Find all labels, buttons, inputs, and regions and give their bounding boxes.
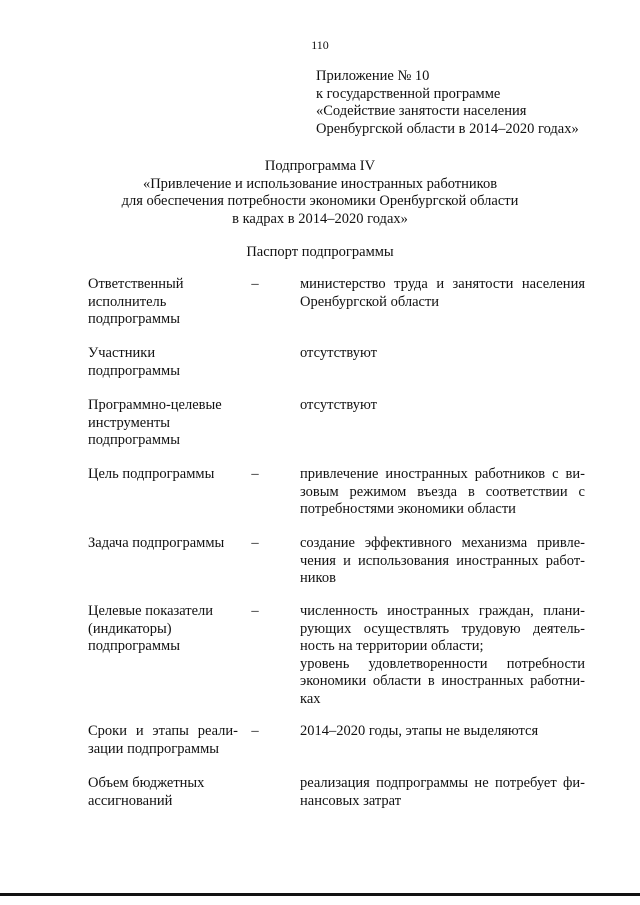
row-label (88, 723, 238, 758)
row-value-line: рующих осуществлять трудовую деятель- (300, 620, 585, 637)
row-value (300, 603, 585, 708)
row-label (88, 345, 238, 380)
row-label (88, 397, 238, 450)
row-value-line: экономики области в иностранных работни- (300, 673, 585, 689)
row-label-line: Участники (88, 345, 156, 361)
row-label-line: исполнитель (88, 293, 167, 310)
row-label-line: (индикаторы) (88, 620, 172, 637)
row-label (88, 535, 238, 553)
appendix-block (316, 68, 626, 138)
appendix-line: Оренбургской области в 2014–2020 годах» (316, 120, 579, 137)
row-value (300, 345, 585, 363)
row-label-line: подпрограммы (88, 638, 180, 654)
row-value-line: создание эффективного механизма привле- (300, 535, 585, 551)
row-value-line: Оренбургской области (300, 293, 440, 310)
row-value-line: уровень удовлетворенности потребности (300, 655, 585, 672)
row-value (300, 775, 585, 810)
row-label-line: зации подпрограммы (88, 740, 220, 757)
row-label-line: Целевые показатели (88, 603, 214, 619)
row-label (88, 276, 238, 329)
row-label-line: Программно-целевые (88, 397, 222, 413)
row-value-line: ников (300, 570, 336, 586)
row-dash: – (251, 276, 259, 292)
subprogram-title-line: «Привлечение и использование иностранных работников (142, 175, 498, 192)
row-label-line: подпрограммы (88, 432, 180, 448)
row-value-line: зовым режимом въезда в соответствии с (300, 483, 585, 500)
row-label-line: подпрограммы (88, 311, 180, 327)
subprogram-title-line: Подпрограмма IV (264, 158, 376, 174)
row-value (300, 466, 585, 519)
passport-title: Паспорт подпрограммы (246, 244, 394, 260)
row-value-line: потребностями экономики области (300, 501, 516, 517)
row-value-line: министерство труда и занятости населения (300, 276, 585, 292)
subprogram-title-line: в кадрах в 2014–2020 годах» (232, 210, 408, 227)
row-dash: – (251, 535, 259, 551)
subprogram-title (0, 158, 640, 228)
row-label-line: Задача подпрограммы (88, 535, 225, 551)
row-dash: – (251, 723, 259, 739)
row-value-line: реализация подпрограммы не потребует фи- (300, 775, 585, 791)
appendix-line: к государственной программе (316, 85, 501, 102)
row-value-line: привлечение иностранных работников с ви- (300, 466, 585, 482)
row-label (88, 466, 238, 484)
subprogram-title-line: для обеспечения потребности экономики Оренбургской области (121, 193, 519, 209)
row-value (300, 397, 585, 415)
row-value (300, 723, 585, 741)
row-label-line: инструменты (88, 414, 171, 431)
row-label-line: подпрограммы (88, 362, 180, 379)
scan-edge-rule (0, 893, 640, 896)
row-value-line: ках (300, 690, 321, 707)
row-value-line: отсутствуют (300, 345, 377, 361)
row-label (88, 603, 238, 656)
appendix-line: Приложение № 10 (316, 68, 430, 84)
row-dash: – (251, 466, 259, 482)
row-label-line: Объем бюджетных (88, 775, 205, 791)
appendix-line: «Содействие занятости населения (316, 103, 527, 119)
row-value-line: ность на территории области; (300, 638, 484, 654)
row-label-line: Ответственный (88, 276, 184, 292)
row-label-line: Сроки и этапы реали- (88, 723, 238, 739)
row-value-line: отсутствуют (300, 397, 377, 413)
row-value-line: численность иностранных граждан, плани- (300, 603, 585, 619)
row-label-line: ассигнований (88, 792, 173, 809)
row-label (88, 775, 238, 810)
row-value (300, 535, 585, 588)
row-label-line: Цель подпрограммы (88, 466, 215, 482)
page-number: 110 (311, 38, 329, 52)
row-value-line: чения и использования иностранных работ- (300, 552, 585, 569)
row-value-line: нансовых затрат (300, 792, 402, 809)
row-dash: – (251, 603, 259, 619)
row-value-line: 2014–2020 годы, этапы не выделяются (300, 723, 539, 739)
row-value (300, 276, 585, 311)
